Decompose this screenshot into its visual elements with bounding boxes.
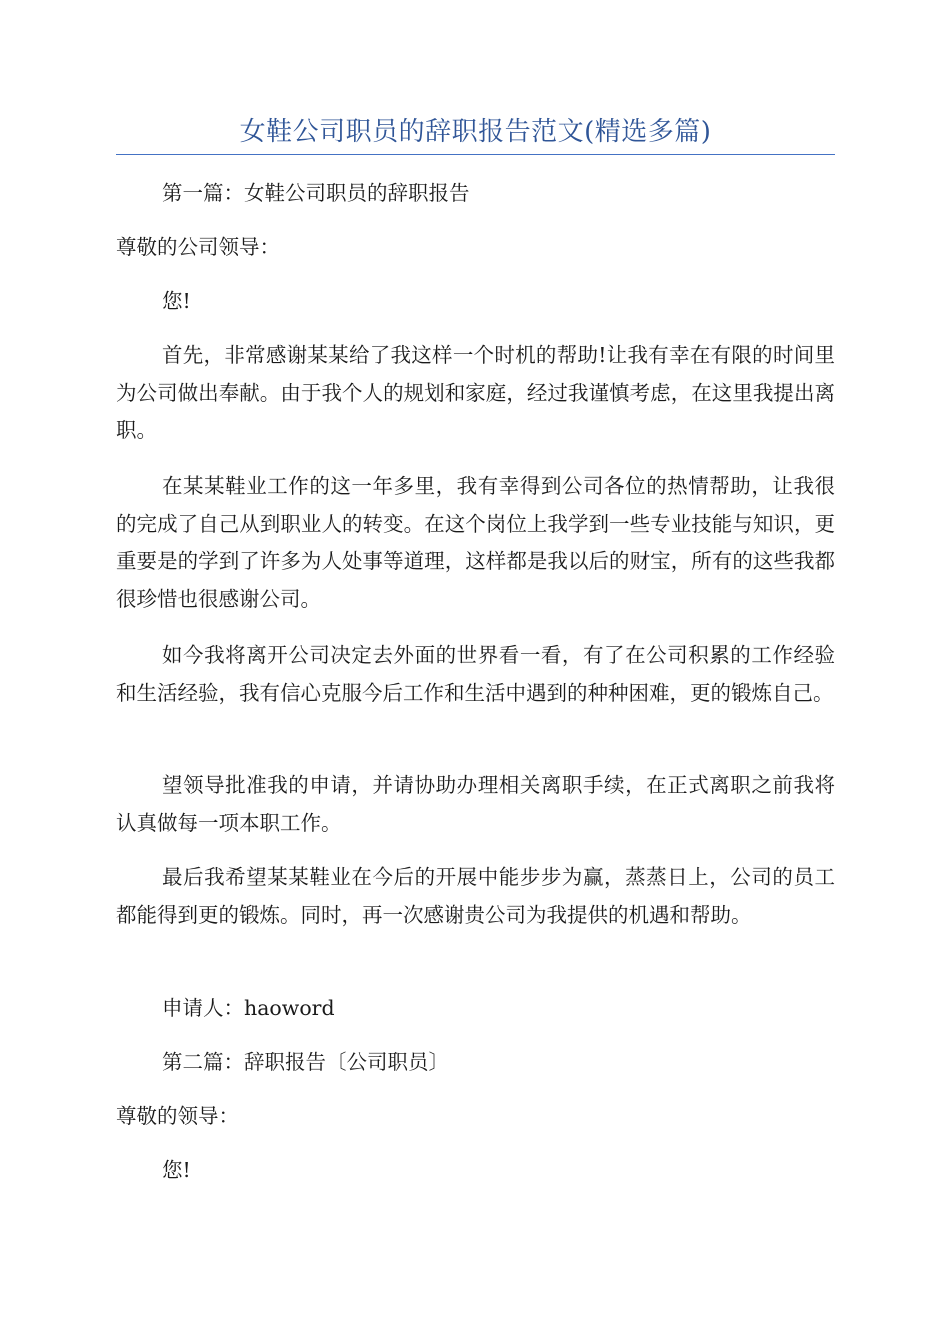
body-paragraph: 如今我将离开公司决定去外面的世界看一看，有了在公司积累的工作经验和生活经验，我有信心克服今后工作和生活中遇到的种种困难，更的锻炼自己。 (116, 643, 835, 705)
greeting-1: 您! (162, 289, 191, 313)
section-heading-1: 第一篇：女鞋公司职员的辞职报告 (162, 181, 470, 205)
body-paragraph: 望领导批准我的申请，并请协助办理相关离职手续，在正式离职之前我将认真做每一项本职工作。 (116, 773, 835, 835)
title-underline (116, 154, 835, 155)
body-paragraph: 最后我希望某某鞋业在今后的开展中能步步为赢，蒸蒸日上，公司的员工都能得到更的锻炼。同时，再一次感谢贵公司为我提供的机遇和帮助。 (116, 865, 835, 927)
body-paragraph: 在某某鞋业工作的这一年多里，我有幸得到公司各位的热情帮助，让我很的完成了自己从到职业人的转变。在这个岗位上我学到一些专业技能与知识，更重要是的学到了许多为人处事等道理，这样都是我以后的财宝，所有的这些我都很珍惜也很感谢公司。 (116, 474, 835, 611)
salutation-2: 尊敬的领导： (116, 1104, 239, 1128)
body-paragraph: 首先，非常感谢某某给了我这样一个时机的帮助!让我有幸在有限的时间里为公司做出奉献。由于我个人的规划和家庭，经过我谨慎考虑，在这里我提出离职。 (116, 343, 835, 442)
salutation-1: 尊敬的公司领导： (116, 235, 280, 259)
signature-line: 申请人：haoword (162, 996, 335, 1020)
greeting-2: 您! (162, 1158, 191, 1182)
document-title: 女鞋公司职员的辞职报告范文(精选多篇) (239, 117, 712, 147)
section-heading-2: 第二篇：辞职报告〔公司职员〕 (162, 1050, 449, 1074)
